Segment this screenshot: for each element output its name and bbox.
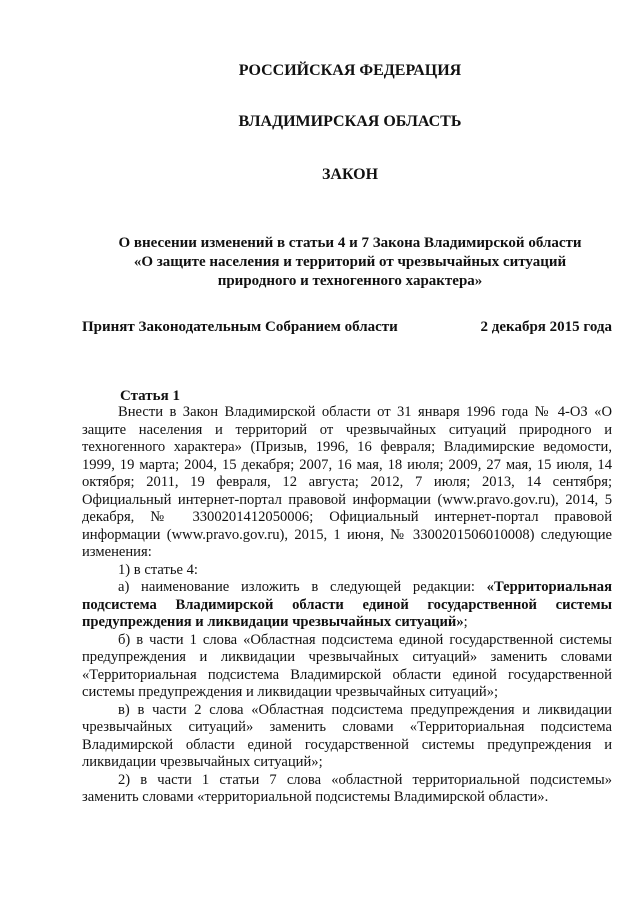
law-title-line-2: «О защите населения и территорий от чрезвычайных ситуаций bbox=[133, 254, 567, 270]
law-title-line-3: природного и техногенного характера» bbox=[217, 273, 483, 289]
adoption-date: 2 декабря 2015 года bbox=[480, 319, 612, 335]
amendment-item-1a-new-name: «Территориальная подсистема Владимирской области единой государственной системы предупреждения и ликвидации чрезвычайных ситуаций» bbox=[82, 579, 612, 630]
amendment-item-1a-suffix: ; bbox=[463, 614, 468, 630]
header-region: ВЛАДИМИРСКАЯ ОБЛАСТЬ bbox=[238, 113, 462, 130]
amendment-item-1b: б) в части 1 слова «Областная подсистема единой государственной системы предупреждения и ликвидации чрезвычайных ситуаций» заменить словами «Территориальная подсистема Владимирской области единой государственной системы предупреждения и ликвидации чрезвычайных ситуаций»; bbox=[82, 631, 612, 700]
amendment-item-1: 1) в статье 4: bbox=[118, 561, 198, 578]
law-title-line-1: О внесении изменений в статьи 4 и 7 Закона Владимирской области bbox=[118, 235, 582, 251]
amendment-item-2: 2) в части 1 статьи 7 слова «областной территориальной подсистемы» заменить словами «территориальной подсистемы Владимирской области». bbox=[82, 771, 612, 805]
amendment-item-1a bbox=[82, 579, 612, 632]
adopted-by: Принят Законодательным Собранием области bbox=[82, 319, 398, 335]
article-intro-paragraph: Внести в Закон Владимирской области от 31 января 1996 года № 4-ОЗ «О защите населения и территорий от чрезвычайных ситуаций природного и техногенного характера» (Призыв, 1996, 16 февраля; Владимирские ведомости, 1999, 19 марта; 2004, 15 декабря; 2007, 16 мая, 18 июля; 2009, 27 мая, 15 июля, 14 октября; 2011, 19 февраля, 12 августа; 2012, 7 июля; 2013, 14 сентября; Официальный интернет-портал правовой информации (www.pravo.gov.ru), 2014, 5 декабря, № 3300201412050006; Официальный интернет-портал правовой информации (www.pravo.gov.ru), 2015, 1 июня, № 3300201506010008) следующие изменения: bbox=[82, 404, 612, 560]
header-federation: РОССИЙСКАЯ ФЕДЕРАЦИЯ bbox=[238, 62, 462, 79]
amendment-item-1c: в) в части 2 слова «Областная подсистема предупреждения и ликвидации чрезвычайных ситуаций» заменить словами «Территориальная подсистема Владимирской области единой государственной системы предупреждения и ликвидации чрезвычайных ситуаций»; bbox=[82, 701, 612, 770]
article-body bbox=[82, 404, 612, 807]
law-title bbox=[100, 234, 600, 291]
article-heading: Статья 1 bbox=[120, 388, 180, 404]
amendment-item-1a-prefix: а) наименование изложить в следующей редакции: bbox=[118, 579, 487, 595]
header-doc-type: ЗАКОН bbox=[321, 166, 379, 183]
